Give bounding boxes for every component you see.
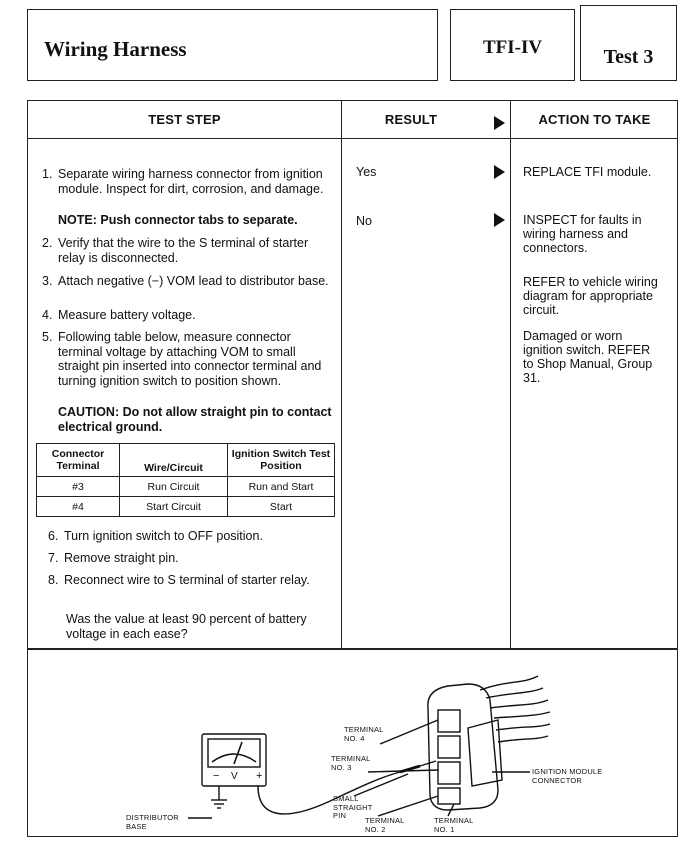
step-number: 7. [48,551,59,565]
diagram-box [27,649,678,837]
title-box [27,9,438,81]
test-table [27,100,678,649]
caution-text: CAUTION: Do not allow straight pin to contact electrical ground. [58,405,332,434]
table-cell: #4 [37,497,120,517]
column-divider-1 [341,101,342,648]
step-number: 3. [42,274,53,288]
meter-minus-label: − [213,770,220,782]
step-4 [42,308,332,323]
meter-v-label: V [231,771,238,782]
distributor-base-label: DISTRIBUTOR BASE [126,813,179,831]
step-text: Verify that the wire to the S terminal of starter relay is disconnected. [58,236,309,265]
step-number: 8. [48,573,59,587]
step-7 [48,551,332,566]
step-text: Following table below, measure connector terminal voltage by attaching VOM to small straight pin inserted into connector terminal and turning ignition switch to position shown. [58,330,322,388]
header-row-divider [28,138,677,139]
col-header-action: ACTION TO TAKE [538,112,651,127]
table-cell: Start Circuit [120,497,228,517]
test-number: Test 3 [603,46,654,68]
step-text: Turn ignition switch to OFF position. [64,529,263,543]
action-refer: REFER to vehicle wiring diagram for appropriate circuit. [523,275,658,317]
step-text: Remove straight pin. [64,551,179,565]
table-row [37,497,335,517]
test-number-box [580,5,677,81]
system-label: TFI-IV [482,37,543,58]
col-header-test-step: TEST STEP [148,112,221,127]
table-cell: #3 [37,477,120,497]
table-header: Connector Terminal [37,444,120,477]
step-text: Separate wiring harness connector from ignition module. Inspect for dirt, corrosion, and damage. [58,167,324,196]
terminal-2-label: TERMINAL NO. 2 [365,816,405,834]
step-number: 4. [42,308,53,322]
system-box [450,9,575,81]
step-number: 2. [42,236,53,250]
column-divider-2 [510,101,511,648]
question-text: Was the value at least 90 percent of battery voltage in each ease? [66,612,307,641]
meter-plus-label: + [256,770,263,782]
table-cell: Run and Start [228,477,335,497]
step-8 [48,573,318,588]
step-number: 6. [48,529,59,543]
col-header-result: RESULT [384,112,438,127]
action-replace: REPLACE TFI module. [523,165,652,179]
step-3 [42,274,332,289]
table-cell: Start [228,497,335,517]
step-text: Reconnect wire to S terminal of starter relay. [64,573,310,587]
pin-label: SMALL STRAIGHT PIN [333,794,373,820]
table-cell: Run Circuit [120,477,228,497]
arrow-icon [494,165,505,179]
table-header: Ignition Switch Test Position [228,444,335,477]
action-ignition-switch: Damaged or worn ignition switch. REFER to Shop Manual, Group 31. [523,329,653,385]
step-number: 1. [42,167,53,181]
action-inspect: INSPECT for faults in wiring harness and connectors. [523,213,642,255]
result-no: No [356,214,372,228]
step-2 [42,236,332,265]
terminal-table [36,443,335,517]
table-header: Wire/Circuit [120,444,228,477]
arrow-icon [494,116,505,130]
page-title: Wiring Harness [44,37,187,61]
table-row [37,477,335,497]
step-number: 5. [42,330,53,344]
step-1 [42,167,332,196]
terminal-1-label: TERMINAL NO. 1 [434,816,474,834]
step-text: Attach negative (−) VOM lead to distributor base. [58,274,329,288]
step-5 [42,330,332,388]
arrow-icon [494,213,505,227]
result-yes: Yes [356,165,377,179]
connector-label: IGNITION MODULE CONNECTOR [532,767,603,785]
terminal-3-label: TERMINAL NO. 3 [331,754,371,772]
step-6 [48,529,332,544]
step-text: Measure battery voltage. [58,308,196,322]
terminal-4-label: TERMINAL NO. 4 [344,725,384,743]
note-text: NOTE: Push connector tabs to separate. [58,213,298,227]
